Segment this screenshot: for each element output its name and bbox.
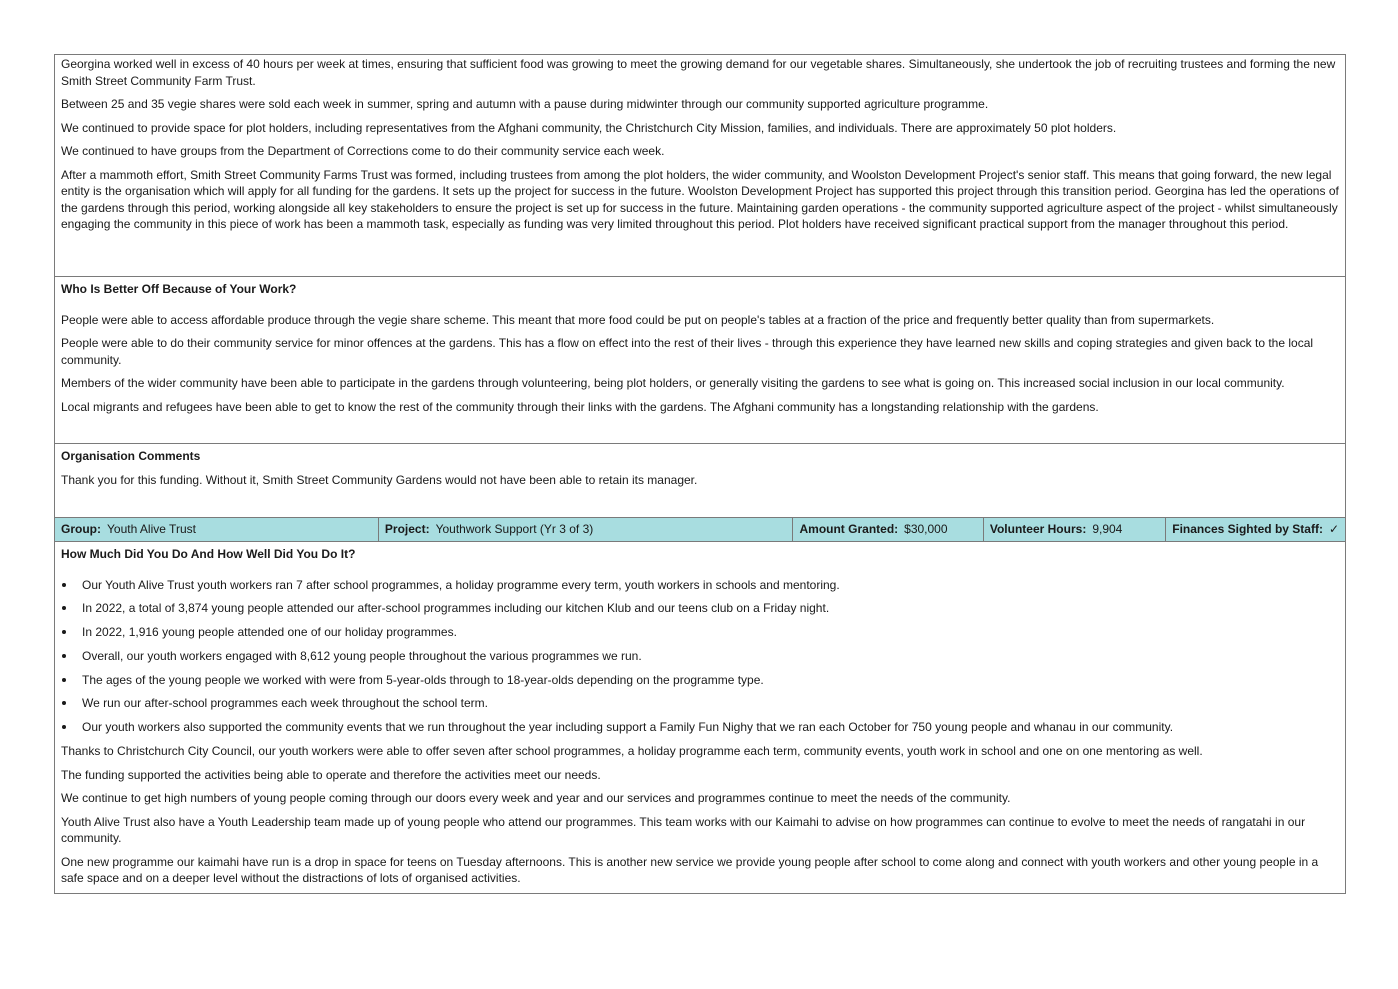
paragraph: Members of the wider community have been able to participate in the gardens through volunteering, being plot holders, or generally visiting the gardens to see what is going on. This increased social inclusion in our local community. — [61, 376, 1285, 390]
paragraph: After a mammoth effort, Smith Street Community Farms Trust was formed, including trustees from among the plot holders, the wider community, and Woolston Development Project's senior staff. This means that going forward, the new legal entity is the organisation which will apply for all funding for the gardens. It sets up the project for success in the future. Woolston Development Project has supported this project through this transition period. Georgina has led the operations of the gardens through this period, working alongside all key stakeholders to ensure the project is set up for success in the future. Maintaining garden operations - the community supported agriculture aspect of the project - whilst simultaneously engaging the community in this piece of work has been a mammoth task, especially as funding was very limited throughout this period. Plot holders have received significant practical support from the manager throughout this period. — [61, 167, 1339, 231]
project-cell — [379, 518, 794, 541]
section-who-is-better-off — [55, 277, 1345, 444]
amount-value: $30,000 — [904, 522, 948, 536]
amount-cell — [793, 518, 983, 541]
amount-label: Amount Granted: — [799, 522, 899, 536]
project-value: Youthwork Support (Yr 3 of 3) — [435, 522, 594, 536]
paragraph: Between 25 and 35 vegie shares were sold each week in summer, spring and autumn with a pause during midwinter through our community supported agriculture programme. — [61, 97, 989, 111]
paragraph: Local migrants and refugees have been able to get to know the rest of the community through their links with the gardens. The Afghani community has a longstanding relationship with the gardens. — [61, 399, 1099, 414]
paragraph: People were able to access affordable produce through the vegie share scheme. This meant that more food could be put on people's tables at a fraction of the price and frequently better quality than from supermarkets. — [61, 312, 1215, 327]
hours-label: Volunteer Hours: — [989, 522, 1087, 536]
hours-cell — [984, 518, 1166, 541]
paragraph: One new programme our kaimahi have run is a drop in space for teens on Tuesday afternoons. This is another new service we provide young people after school to come along and connect with youth workers and other young people in a safe space and on a deeper level without the distractions of lots of organised activities. — [61, 854, 1319, 886]
list-item: In 2022, 1,916 young people attended one of our holiday programmes. — [61, 624, 1339, 641]
list-item: Overall, our youth workers engaged with 8,612 young people throughout the various programmes we run. — [61, 648, 1339, 665]
grant-summary-row — [55, 518, 1345, 542]
bullet-list — [61, 577, 1339, 736]
section-heading: How Much Did You Do And How Well Did You Do It? — [61, 547, 356, 561]
paragraph: Youth Alive Trust also have a Youth Leadership team made up of young people who attend our programmes. This team works with our Kaimahi to advise on how programmes can continue to evolve to meet the needs of rangatahi in our community. — [61, 814, 1306, 846]
paragraph: The funding supported the activities being able to operate and therefore the activities meet our needs. — [61, 767, 601, 782]
section-organisation-comments — [55, 444, 1345, 518]
paragraph: We continued to have groups from the Department of Corrections come to do their community service each week. — [61, 144, 665, 158]
section-how-much — [55, 542, 1345, 887]
check-icon: ✓ — [1328, 522, 1340, 536]
finances-label: Finances Sighted by Staff: — [1172, 522, 1323, 536]
list-item: In 2022, a total of 3,874 young people attended our after-school programmes including our kitchen Klub and our teens club on a Friday night. — [61, 600, 1339, 617]
report-table — [54, 54, 1346, 894]
list-item: Our youth workers also supported the community events that we run throughout the year including support a Family Fun Nighy that we ran each October for 750 young people and whanau in our community. — [61, 719, 1339, 736]
paragraph: Georgina worked well in excess of 40 hours per week at times, ensuring that sufficient food was growing to meet the growing demand for our vegetable shares. Simultaneously, she undertook the job of recruiting trustees and forming the new Smith Street Community Farm Trust. — [61, 57, 1336, 88]
paragraph: Thanks to Christchurch City Council, our youth workers were able to offer seven after school programmes, a holiday programme each term, community events, youth work in school and one on one mentoring as well. — [61, 744, 1203, 759]
section-heading: Organisation Comments — [61, 449, 201, 463]
finances-cell — [1166, 518, 1345, 541]
section-heading: Who Is Better Off Because of Your Work? — [61, 282, 297, 296]
paragraph: People were able to do their community service for minor offences at the gardens. This has a flow on effect into the rest of their lives - through this experience they have learned new skills and coping strategies and given back to the local community. — [61, 336, 1314, 367]
paragraph: Thank you for this funding. Without it, Smith Street Community Gardens would not have been able to retain its manager. — [61, 472, 698, 487]
list-item: We run our after-school programmes each week throughout the school term. — [61, 695, 1339, 712]
paragraph: We continue to get high numbers of young people coming through our doors every week and year and our services and programmes continue to meet the needs of the community. — [61, 791, 1011, 806]
section-activities-continued — [55, 55, 1345, 277]
group-value: Youth Alive Trust — [107, 522, 196, 536]
hours-value: 9,904 — [1092, 522, 1123, 536]
group-cell — [55, 518, 379, 541]
paragraph: We continued to provide space for plot holders, including representatives from the Afghani community, the Christchurch City Mission, families, and individuals. There are approximately 50 plot holders. — [61, 120, 1117, 135]
list-item: Our Youth Alive Trust youth workers ran 7 after school programmes, a holiday programme every term, youth workers in schools and mentoring. — [61, 577, 1339, 594]
list-item: The ages of the young people we worked with were from 5-year-olds through to 18-year-olds depending on the programme type. — [61, 672, 1339, 689]
group-label: Group: — [61, 522, 101, 536]
project-label: Project: — [384, 522, 430, 536]
